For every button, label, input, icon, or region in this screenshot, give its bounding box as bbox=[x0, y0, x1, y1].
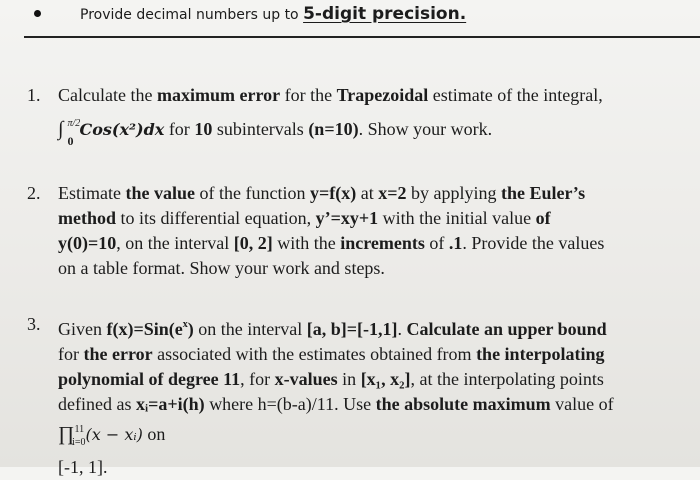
question-body: Calculate the maximum error for the Trapezoidal estimate of the integral, ∫ π/2 0 Cos(x²)dx for 10 subintervals (n=10). Show your work. bbox=[58, 85, 603, 148]
header-instruction bbox=[80, 4, 466, 24]
header-divider bbox=[24, 36, 700, 38]
question-number: 3. bbox=[27, 314, 41, 334]
bullet-icon bbox=[34, 10, 41, 17]
integrand: Cos(x²)dx bbox=[79, 120, 165, 139]
header-text: Provide decimal numbers up to bbox=[80, 7, 304, 23]
header bbox=[0, 0, 700, 36]
question-body: Estimate the value of the function y=f(x) at x=2 by applying the Euler’s method to its differential equation, y’=xy+1 with the initial value of y(0)=10, on the interval [0, 2] with the increments of .1. Provide the values on a table format. Show your work and steps. bbox=[58, 183, 605, 278]
integral-limits: π/2 0 bbox=[67, 118, 81, 148]
question-number: 1. bbox=[27, 85, 41, 105]
product-icon: ∏ bbox=[58, 423, 75, 445]
header-emphasis: 5-digit precision. bbox=[303, 4, 467, 24]
question-body: Given $f(x)=Sin(e^x)$ on the interval [a, b]=[-1,1]. Calculate an upper bound for the error associated with the estimates obtained from the interpolating polynomial of degree 11, for x-values in [x₁, x₂], at the interpolating points defined as xᵢ=a+i(h) where h=(b-a)/11. Use the absolute maximum value of ∏$^{11}_{i=0}$(x − xᵢ) on [-1, 1]. bbox=[58, 319, 614, 477]
integral-icon: ∫ bbox=[58, 118, 64, 140]
question-number: 2. bbox=[27, 183, 41, 203]
